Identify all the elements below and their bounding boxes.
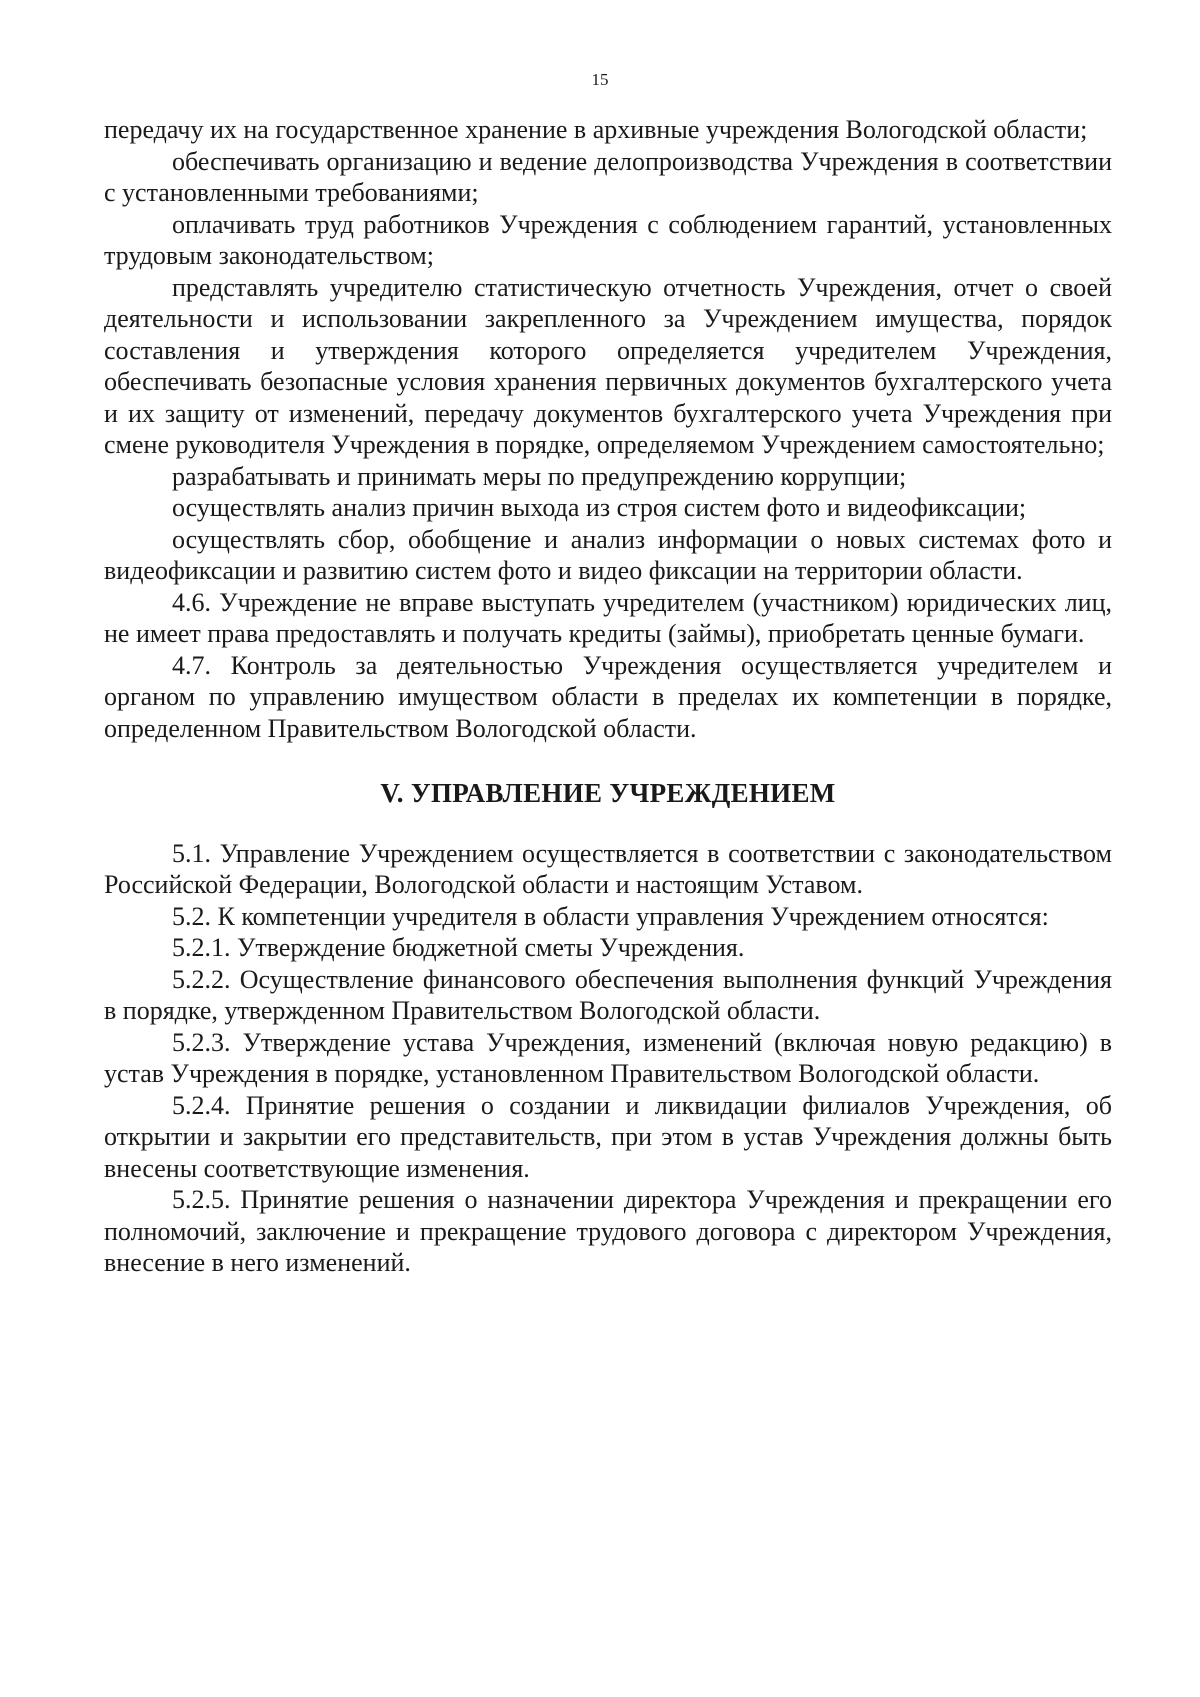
clause-5-2: 5.2. К компетенции учредителя в области управления Учреждением относятся:	[172, 901, 1049, 931]
paragraph: осуществлять сбор, обобщение и анализ информации о новых системах фото и видеофиксации и развитию систем фото и видео фиксации на территории области.	[104, 524, 1112, 585]
document-body	[104, 114, 1112, 1279]
page-number: 15	[591, 70, 609, 89]
paragraph: осуществлять анализ причин выхода из строя систем фото и видеофиксации;	[172, 493, 1027, 522]
paragraph: обеспечивать организацию и ведение делопроизводства Учреждения в соответствии с установленными требованиями;	[104, 146, 1112, 207]
clause-4-6: 4.6. Учреждение не вправе выступать учредителем (участником) юридических лиц, не имеет права предоставлять и получать кредиты (займы), приобретать ценные бумаги.	[104, 587, 1112, 648]
clause-5-2-5: 5.2.5. Принятие решения о назначении директора Учреждения и прекращении его полномочий, заключение и прекращение трудового договора с директором Учреждения, внесение в него изменений.	[104, 1185, 1112, 1277]
clause-5-2-3: 5.2.3. Утверждение устава Учреждения, изменений (включая новую редакцию) в устав Учреждения в порядке, установленном Правительством Вологодской области.	[104, 1027, 1112, 1088]
paragraph: передачу их на государственное хранение в архивные учреждения Вологодской области;	[104, 115, 1088, 144]
clause-5-2-2: 5.2.2. Осуществление финансового обеспечения выполнения функций Учреждения в порядке, утвержденном Правительством Вологодской области.	[104, 964, 1112, 1025]
clause-5-2-1: 5.2.1. Утверждение бюджетной сметы Учреждения.	[172, 933, 745, 962]
clause-5-1: 5.1. Управление Учреждением осуществляется в соответствии с законодательством Российской Федерации, Вологодской области и настоящим Уставом.	[104, 838, 1112, 899]
paragraph: оплачивать труд работников Учреждения с соблюдением гарантий, установленных трудовым законодательством;	[104, 209, 1112, 270]
clause-5-2-4: 5.2.4. Принятие решения о создании и ликвидации филиалов Учреждения, об открытии и закрытии его представительств, при этом в устав Учреждения должны быть внесены соответствующие изменения.	[104, 1090, 1112, 1183]
section-heading: V. УПРАВЛЕНИЕ УЧРЕЖДЕНИЕМ	[380, 778, 836, 808]
paragraph: разрабатывать и принимать меры по предупреждению коррупции;	[172, 461, 907, 491]
paragraph: представлять учредителю статистическую отчетность Учреждения, отчет о своей деятельности и использовании закрепленного за Учреждением имущества, порядок составления и утверждения которого определяется учредителем Учреждения, обеспечивать безопасные условия хранения первичных документов бухгалтерского учета и их защиту от изменений, передачу документов бухгалтерского учета Учреждения при смене руководителя Учреждения в порядке, определяемом Учреждением самостоятельно;	[104, 272, 1112, 459]
clause-4-7: 4.7. Контроль за деятельностью Учреждения осуществляется учредителем и органом по управлению имуществом области в пределах их компетенции в порядке, определенном Правительством Вологодской области.	[104, 650, 1112, 743]
